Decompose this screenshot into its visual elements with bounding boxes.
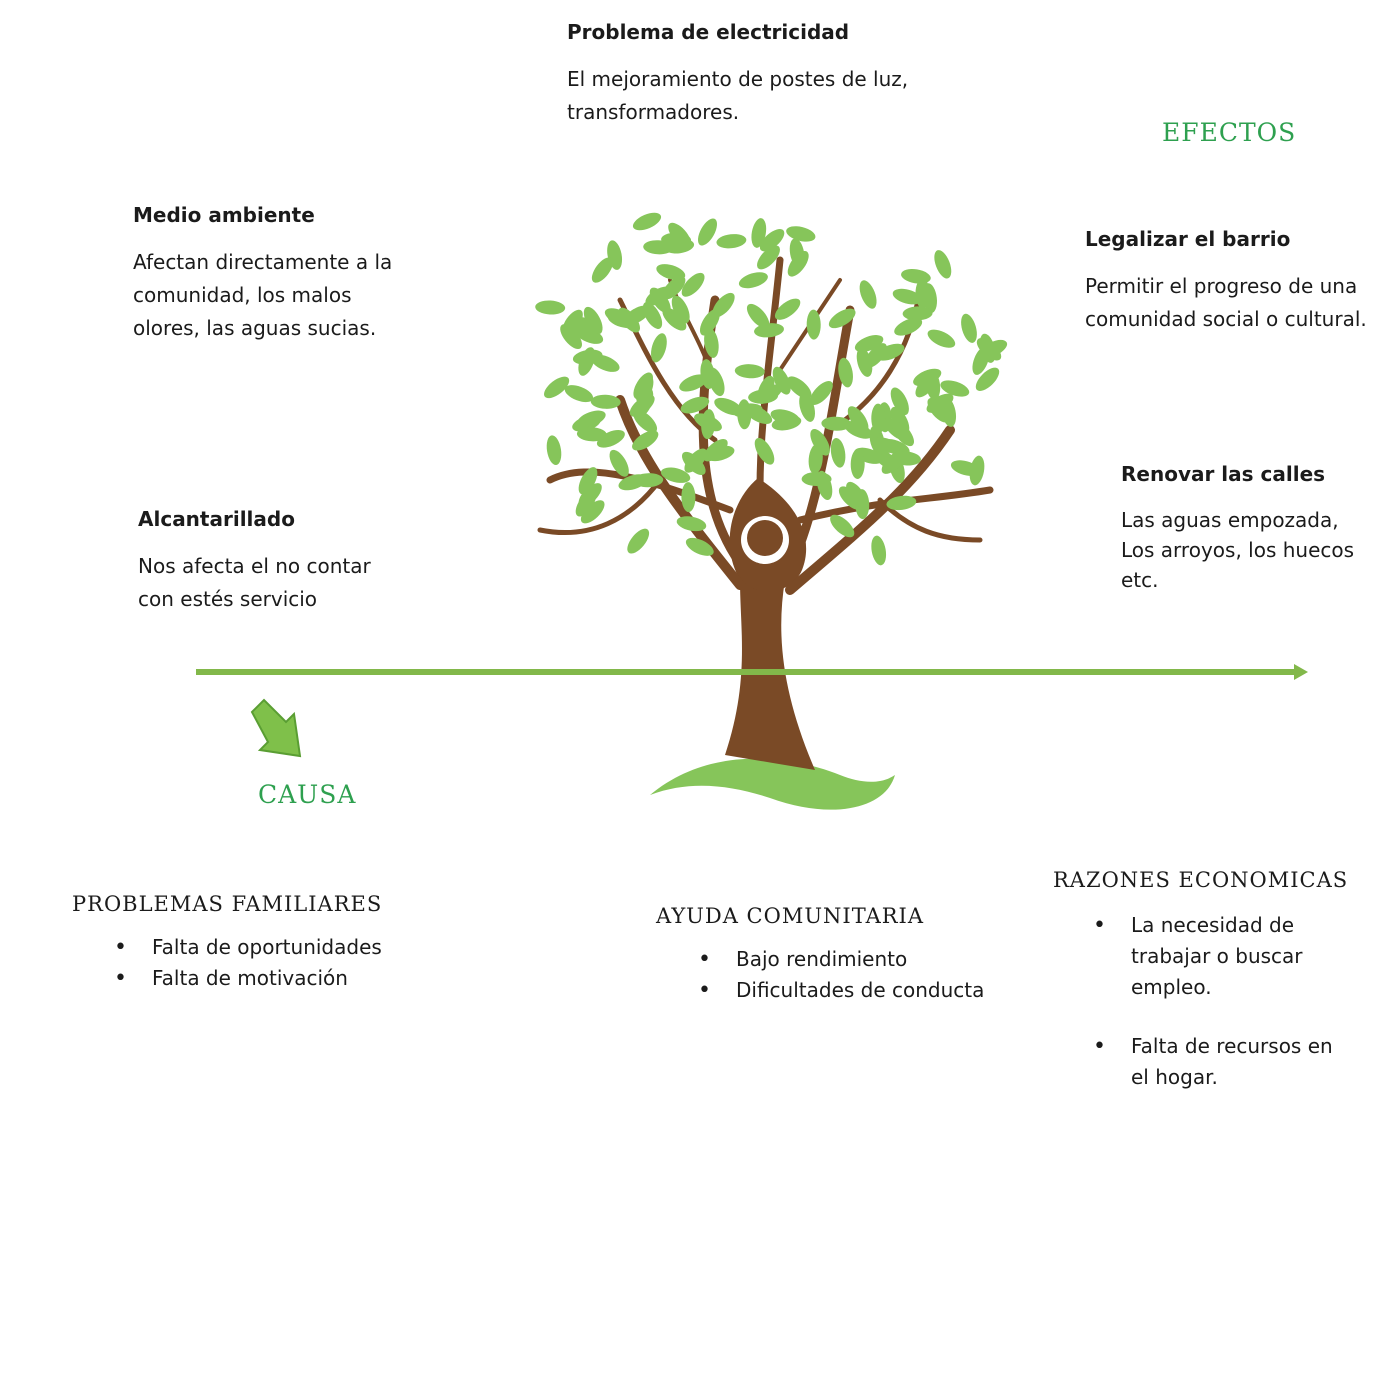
leaf-shape: [590, 394, 620, 409]
effect-legalize: [1085, 227, 1385, 336]
effect-streets: [1121, 462, 1381, 595]
leaf-shape: [856, 278, 880, 311]
effect-title: Medio ambiente: [133, 203, 315, 227]
leaf-shape: [785, 223, 817, 244]
cause-title: PROBLEMAS FAMILIARES: [72, 892, 383, 916]
leaf-shape: [925, 326, 958, 352]
effect-environment: [133, 203, 413, 345]
leaf-shape: [958, 312, 980, 345]
effect-text: Permitir el progreso de una comunidad social o cultural.: [1085, 274, 1367, 331]
effect-text: Nos afecta el no contar con estés servicio: [138, 554, 371, 611]
list-item: • Falta de recursos en el hogar.: [1093, 1031, 1333, 1093]
cause-economic: [1053, 868, 1383, 1093]
leaf-shape: [931, 248, 955, 281]
list-item: • Falta de oportunidades: [114, 932, 472, 963]
leaf-shape: [968, 455, 987, 487]
list-item: • Dificultades de conducta: [698, 975, 1016, 1006]
leaf-shape: [869, 535, 888, 567]
cause-list: [114, 932, 472, 994]
effect-sewer: [138, 507, 398, 616]
list-item: • Falta de motivación: [114, 963, 472, 994]
cause-title: RAZONES ECONOMICAS: [1053, 868, 1349, 892]
tree-icon: [500, 200, 1020, 830]
effect-text: Las aguas empozada, Los arroyos, los huecos etc.: [1121, 508, 1355, 592]
effect-title: Problema de electricidad: [567, 20, 850, 44]
leaf-shape: [802, 472, 832, 486]
effect-text: Afectan directamente a la comunidad, los malos olores, las aguas sucias.: [133, 250, 393, 340]
down-arrow-icon: [248, 700, 304, 762]
effect-electricity: [567, 20, 947, 129]
effects-heading: EFECTOS: [1162, 118, 1297, 147]
list-item: • Bajo rendimiento: [698, 944, 1016, 975]
effect-title: Alcantarillado: [138, 507, 295, 531]
leaf-shape: [829, 437, 848, 469]
cause-community: [656, 904, 1016, 1006]
cause-title: AYUDA COMUNITARIA: [656, 904, 925, 928]
effect-title: Legalizar el barrio: [1085, 227, 1291, 251]
list-item: • La necesidad de trabajar o buscar empleo.: [1093, 910, 1333, 1003]
timeline-arrow: [196, 662, 1311, 682]
leaf-shape: [734, 363, 765, 379]
cause-list: [698, 944, 1016, 1006]
leaf-shape: [716, 233, 747, 250]
cause-heading: CAUSA: [258, 780, 357, 809]
effect-title: Renovar las calles: [1121, 462, 1326, 486]
effect-text: El mejoramiento de postes de luz, transformadores.: [567, 67, 909, 124]
cause-list: [1093, 910, 1333, 1093]
leaf-shape: [623, 525, 653, 557]
leaf-shape: [737, 269, 770, 291]
cause-family: [72, 892, 472, 994]
leaf-shape: [535, 300, 566, 316]
leaf-shape: [850, 449, 865, 479]
leaf-shape: [630, 209, 663, 234]
leaf-shape: [545, 434, 564, 466]
